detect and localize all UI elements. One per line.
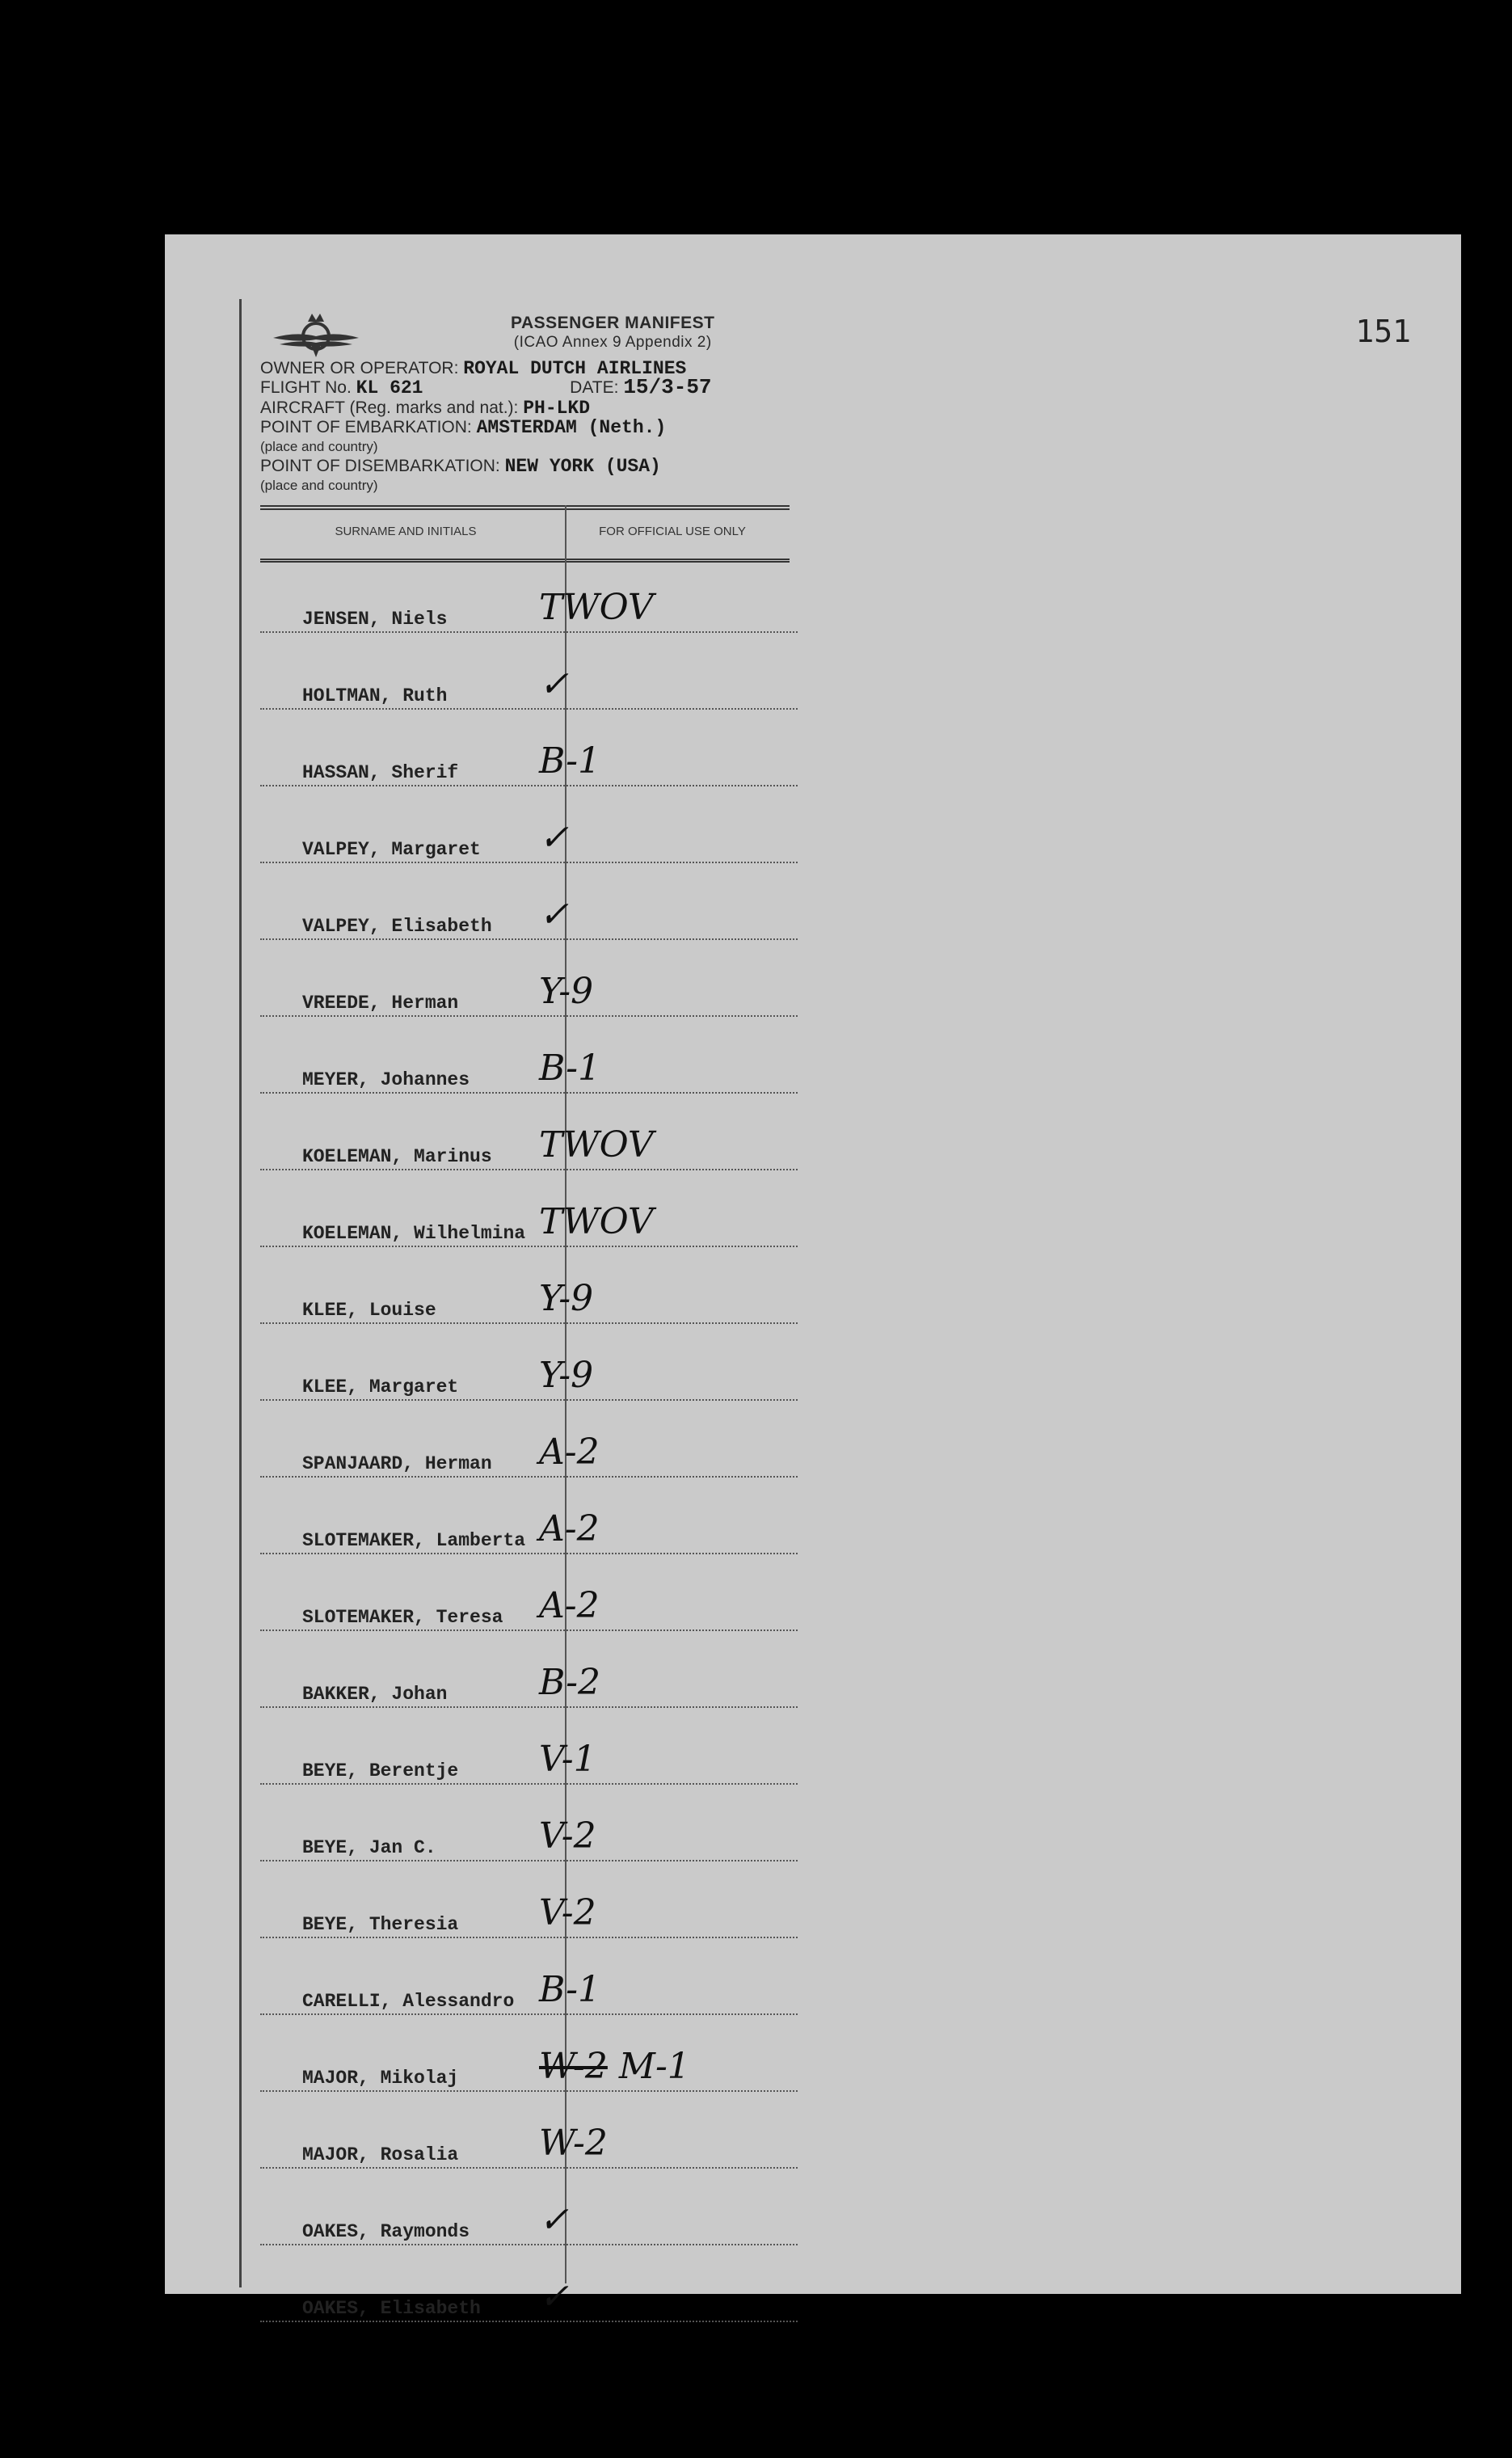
mark-text: B-2	[539, 1662, 601, 1703]
passenger-name: BEYE, Berentje	[302, 1760, 459, 1781]
passenger-name: OAKES, Elisabeth	[302, 2298, 481, 2319]
passenger-row	[260, 1324, 798, 1401]
passenger-name: VALPEY, Margaret	[302, 839, 481, 860]
mark-text: B-1	[539, 1048, 601, 1089]
aircraft-value: PH-LKD	[523, 398, 591, 419]
passenger-name: SPANJAARD, Herman	[302, 1453, 492, 1474]
mark-text: TWOV	[539, 1201, 654, 1242]
flight-line	[260, 375, 712, 399]
disembarkation-line	[260, 457, 661, 475]
official-mark	[539, 1508, 600, 1549]
passenger-name: SLOTEMAKER, Lamberta	[302, 1530, 526, 1551]
passenger-row	[260, 1094, 798, 1170]
official-mark	[539, 2199, 569, 2241]
official-mark	[539, 1355, 593, 1396]
passenger-row	[260, 710, 798, 786]
passenger-row	[260, 633, 798, 710]
mark-text: V-1	[539, 1739, 596, 1780]
disembarkation-value: NEW YORK (USA)	[504, 456, 661, 477]
flight-label: FLIGHT No.	[260, 378, 352, 397]
date-label: DATE:	[570, 378, 619, 397]
mark-text: B-1	[539, 740, 601, 782]
official-mark	[539, 664, 569, 705]
official-mark	[539, 1585, 600, 1626]
passenger-row	[260, 2092, 798, 2169]
passenger-row	[260, 1554, 798, 1631]
passenger-name: CARELLI, Alessandro	[302, 1991, 515, 2012]
mark-text: ✓	[539, 2199, 569, 2241]
owner-value: ROYAL DUTCH AIRLINES	[463, 358, 687, 379]
passenger-name: KOELEMAN, Wilhelmina	[302, 1223, 526, 1244]
passenger-row	[260, 786, 798, 863]
mark-text: A-2	[539, 1431, 600, 1473]
form-title-block	[511, 314, 714, 352]
passenger-row	[260, 1861, 798, 1938]
passenger-row	[260, 2169, 798, 2245]
mark-text: V-2	[539, 1815, 596, 1857]
official-mark	[539, 1201, 654, 1242]
embarkation-line	[260, 419, 666, 436]
official-mark	[539, 1048, 600, 1089]
official-mark	[539, 894, 569, 935]
mark-text: ✓	[539, 664, 569, 705]
official-use-column-header: FOR OFFICIAL USE ONLY	[599, 525, 746, 538]
flight-value: KL 621	[356, 377, 423, 398]
mark-text: A-2	[539, 1508, 600, 1549]
official-mark	[539, 1124, 654, 1166]
passenger-name: OAKES, Raymonds	[302, 2221, 470, 2242]
mark-text: A-2	[539, 1585, 600, 1626]
passenger-name: HOLTMAN, Ruth	[302, 685, 448, 706]
surname-column-header: SURNAME AND INITIALS	[335, 525, 477, 538]
passenger-row	[260, 1401, 798, 1478]
page-number: 151	[1355, 314, 1411, 349]
passenger-row	[260, 1938, 798, 2015]
column-header	[260, 505, 790, 563]
mark-text: B-1	[539, 1969, 601, 2010]
passenger-row	[260, 2245, 798, 2322]
passenger-row	[260, 1170, 798, 1247]
passenger-name: KLEE, Margaret	[302, 1377, 459, 1398]
passenger-name: JENSEN, Niels	[302, 609, 448, 630]
passenger-name: MAJOR, Rosalia	[302, 2144, 459, 2165]
manifest-sheet	[165, 234, 1461, 2319]
passenger-name: MAJOR, Mikolaj	[302, 2068, 459, 2089]
mark-text: TWOV	[539, 587, 654, 628]
left-margin-rule	[239, 299, 242, 2287]
official-mark	[539, 1431, 600, 1473]
official-mark	[539, 587, 654, 628]
struck-mark: W-2	[539, 2046, 608, 2087]
passenger-name: KLEE, Louise	[302, 1300, 436, 1321]
embarkation-label: POINT OF EMBARKATION:	[260, 418, 472, 436]
mark-text: TWOV	[539, 1124, 654, 1166]
disembarkation-note: (place and country)	[260, 478, 378, 493]
official-mark	[539, 1815, 596, 1857]
passenger-name: KOELEMAN, Marinus	[302, 1146, 492, 1167]
passenger-name: BAKKER, Johan	[302, 1684, 448, 1705]
embarkation-value: AMSTERDAM (Neth.)	[476, 417, 667, 438]
mark-text: Y-9	[539, 971, 594, 1012]
passenger-row	[260, 1478, 798, 1554]
passenger-row	[260, 1247, 798, 1324]
official-mark	[539, 2046, 690, 2087]
passenger-row	[260, 556, 798, 633]
official-mark	[539, 817, 569, 858]
form-subtitle: (ICAO Annex 9 Appendix 2)	[513, 334, 712, 351]
official-mark	[539, 1739, 596, 1780]
date-value: 15/3-57	[623, 375, 712, 399]
passenger-list	[260, 556, 798, 2322]
passenger-name: HASSAN, Sherif	[302, 762, 459, 783]
passenger-row	[260, 1631, 798, 1708]
passenger-row	[260, 1785, 798, 1861]
mark-text: M-1	[618, 2046, 690, 2087]
mark-text: W-2	[539, 2123, 608, 2164]
mark-text: Y-9	[539, 1278, 594, 1319]
mark-text: ✓	[539, 817, 569, 858]
passenger-name: BEYE, Jan C.	[302, 1837, 436, 1858]
owner-label: OWNER OR OPERATOR:	[260, 359, 459, 377]
official-mark	[539, 971, 593, 1012]
aircraft-label: AIRCRAFT (Reg. marks and nat.):	[260, 398, 519, 417]
passenger-row	[260, 940, 798, 1017]
form-title: PASSENGER MANIFEST	[511, 314, 715, 332]
embarkation-note: (place and country)	[260, 439, 378, 454]
passenger-row	[260, 1017, 798, 1094]
official-mark	[539, 1278, 593, 1319]
mark-text: V-2	[539, 1892, 596, 1933]
aircraft-line	[260, 399, 590, 417]
passenger-name: VREEDE, Herman	[302, 993, 459, 1014]
official-mark	[539, 740, 600, 782]
passenger-name: SLOTEMAKER, Teresa	[302, 1607, 503, 1628]
disembarkation-label: POINT OF DISEMBARKATION:	[260, 457, 500, 475]
passenger-name: VALPEY, Elisabeth	[302, 916, 492, 937]
official-mark	[539, 2123, 608, 2164]
passenger-row	[260, 2015, 798, 2092]
official-mark	[539, 1892, 596, 1933]
official-mark	[539, 1969, 600, 2010]
official-mark	[539, 1662, 600, 1703]
passenger-row	[260, 863, 798, 940]
passenger-name: MEYER, Johannes	[302, 1069, 470, 1090]
mark-text: ✓	[539, 2276, 569, 2317]
official-mark	[539, 2276, 569, 2317]
klm-crown-logo-icon	[272, 307, 360, 364]
passenger-name: BEYE, Theresia	[302, 1914, 459, 1935]
mark-text: ✓	[539, 894, 569, 935]
passenger-row	[260, 1708, 798, 1785]
mark-text: Y-9	[539, 1355, 594, 1396]
